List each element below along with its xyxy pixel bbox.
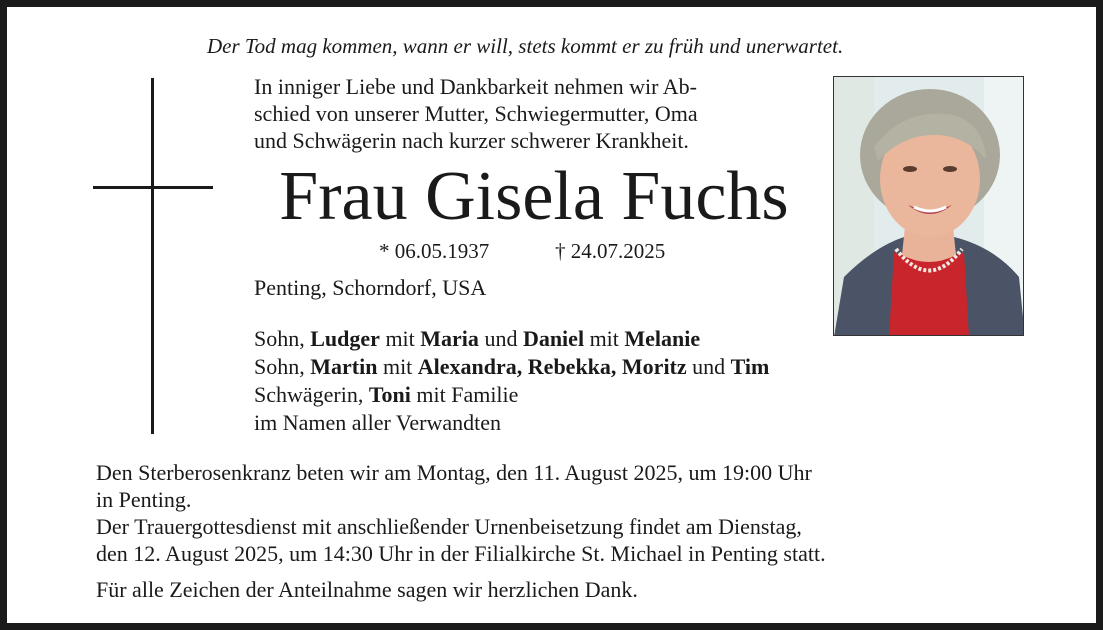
connector: mit Familie xyxy=(410,382,519,407)
death-date: † 24.07.2025 xyxy=(555,239,666,263)
life-dates xyxy=(379,239,665,264)
notice-line: in Penting. xyxy=(96,487,192,512)
family-name: Toni xyxy=(368,382,411,407)
intro-line: schied von unserer Mutter, Schwiegermutter, Oma xyxy=(254,101,698,126)
service-notice xyxy=(96,459,996,567)
family-name: Ludger xyxy=(310,326,380,351)
family-name: Maria xyxy=(420,326,479,351)
deceased-name: Frau Gisela Fuchs xyxy=(279,158,789,235)
connector: mit xyxy=(584,326,625,351)
family-line-4: im Namen aller Verwandten xyxy=(254,410,502,435)
cross-icon-horizontal xyxy=(93,186,213,189)
family-line-1 xyxy=(254,325,874,353)
places: Penting, Schorndorf, USA xyxy=(254,275,487,300)
portrait-photo xyxy=(833,76,1024,336)
connector: mit xyxy=(377,354,418,379)
relation: Sohn, xyxy=(254,326,311,351)
intro-line: In inniger Liebe und Dankbarkeit nehmen wir Ab- xyxy=(254,74,697,99)
intro-text xyxy=(254,73,824,154)
connector: und xyxy=(478,326,523,351)
relation: Sohn, xyxy=(254,354,311,379)
cross-icon-vertical xyxy=(151,78,154,434)
family-name: Melanie xyxy=(624,326,701,351)
connector: und xyxy=(686,354,731,379)
relation: Schwägerin, xyxy=(254,382,369,407)
family-line-3 xyxy=(254,381,874,409)
family-name: Daniel xyxy=(522,326,585,351)
family-name: Alexandra, Rebekka, Moritz xyxy=(417,354,687,379)
portrait-illustration xyxy=(834,77,1024,336)
birth-date: * 06.05.1937 xyxy=(379,239,490,263)
notice-line: Den Sterberosenkranz beten wir am Montag, den 11. August 2025, um 19:00 Uhr xyxy=(96,460,812,485)
family-line-2 xyxy=(254,353,874,381)
thanks-line: Für alle Zeichen der Anteilnahme sagen wir herzlichen Dank. xyxy=(96,577,638,602)
connector: mit xyxy=(379,326,421,351)
notice-line: den 12. August 2025, um 14:30 Uhr in der Filialkirche St. Michael in Penting statt. xyxy=(96,541,826,566)
notice-line: Der Trauergottesdienst mit anschließender Urnenbeisetzung findet am Dienstag, xyxy=(96,514,802,539)
family-name: Tim xyxy=(730,354,770,379)
family-list xyxy=(254,325,874,437)
family-name: Martin xyxy=(310,354,378,379)
motto-line: Der Tod mag kommen, wann er will, stets kommt er zu früh und unerwartet. xyxy=(207,34,844,58)
intro-line: und Schwägerin nach kurzer schwerer Krankheit. xyxy=(254,128,689,153)
